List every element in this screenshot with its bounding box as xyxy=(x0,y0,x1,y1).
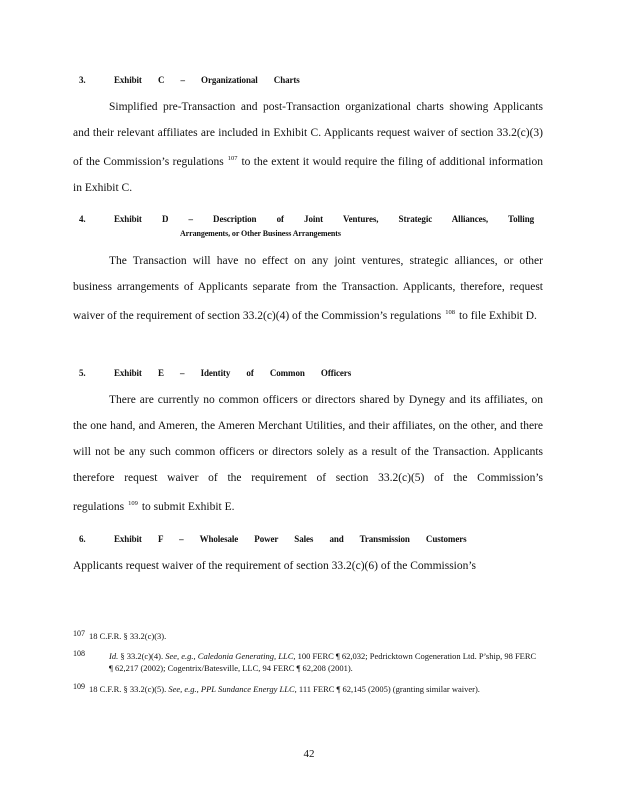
section-number: 6. xyxy=(79,534,86,544)
footnote-citation-id: Id. xyxy=(109,651,119,661)
page-number: 42 xyxy=(303,748,315,760)
section-number: 5. xyxy=(79,368,86,378)
section-heading-4-line2 xyxy=(180,229,341,238)
footnote-ref-109[interactable]: 109 xyxy=(128,500,138,507)
paragraph-text: The Transaction will have no effect on any joint ventures, strategic alliances, or other business arrangements of Applicants separate from the Transaction. Applicants, therefore, request waiver of the requirement of section 33.2(c)(4) of the Commission’s regulations xyxy=(73,255,543,322)
footnote-ref-108[interactable]: 108 xyxy=(445,309,455,316)
footnote-ref-107[interactable]: 107 xyxy=(227,155,238,162)
footnote-text xyxy=(109,650,539,674)
section-heading-text: Exhibit F – Wholesale Power Sales and Transmission Customers xyxy=(114,534,467,544)
section-number: 4. xyxy=(79,214,86,224)
footnote-citation-case: See, e.g., PPL Sundance Energy LLC xyxy=(168,684,295,694)
footnote-text-part: , 111 FERC ¶ 62,145 (2005) (granting similar waiver). xyxy=(294,684,480,694)
section-paragraph-5 xyxy=(73,387,543,520)
paragraph-text: Simplified pre-Transaction and post-Transaction organizational charts showing Applicants and their relevant affiliates are included in Exhibit C. Applicants request waiver of section 33.2(c)(3) of the Commission’s regulations xyxy=(73,101,543,168)
section-number: 3. xyxy=(79,75,86,85)
paragraph-text-cont: to the extent it would require the filing of additional information in Exhibit C. xyxy=(73,156,543,194)
section-paragraph-3 xyxy=(73,94,543,201)
section-heading-text: Exhibit D – Description of Joint Ventures, Strategic Alliances, Tolling xyxy=(114,214,535,224)
footnote-text xyxy=(89,683,529,695)
footnote-number: 108 xyxy=(73,649,85,658)
footnote-number: 109 xyxy=(73,682,85,691)
paragraph-text-cont: to submit Exhibit E. xyxy=(141,501,235,513)
footnote-number: 107 xyxy=(73,629,85,638)
section-paragraph-4 xyxy=(73,248,543,329)
paragraph-text-cont: to file Exhibit D. xyxy=(458,310,537,322)
footnote-text-part: , 100 FERC ¶ 62,032; Pedricktown Cogeneration Ltd. P’ship, 98 FERC ¶ 62,217 (2002); Cogentrix/Batesville, LLC, 94 FERC ¶ 62,208 (2001). xyxy=(109,651,537,673)
footnote-citation-case: See, e.g., Caledonia Generating, LLC xyxy=(165,651,294,661)
section-heading-text: Exhibit E – Identity of Common Officers xyxy=(114,368,352,378)
footnote-text-part: 18 C.F.R. § 33.2(c)(5). xyxy=(89,684,169,694)
section-heading-text: Exhibit C – Organizational Charts xyxy=(114,75,300,85)
section-heading-text-line2: Arrangements, or Other Business Arrangements xyxy=(180,229,341,238)
section-paragraph-6 xyxy=(73,553,543,579)
paragraph-text: There are currently no common officers or directors shared by Dynegy and its affiliates, on the one hand, and Ameren, the Ameren Merchant Utilities, and their affiliates, on the other, and there will not be any such common officers or directors solely as a result of the Transaction. Applicants therefore request waiver of the requirement of section 33.2(c)(5) of the Commission’s regulations xyxy=(73,394,543,513)
footnote-text-part: § 33.2(c)(4). xyxy=(120,651,166,661)
footnote-text xyxy=(89,630,529,642)
footnote-text-part: 18 C.F.R. § 33.2(c)(3). xyxy=(89,631,167,641)
paragraph-text: Applicants request waiver of the requirement of section 33.2(c)(6) of the Commission’s xyxy=(73,560,477,572)
